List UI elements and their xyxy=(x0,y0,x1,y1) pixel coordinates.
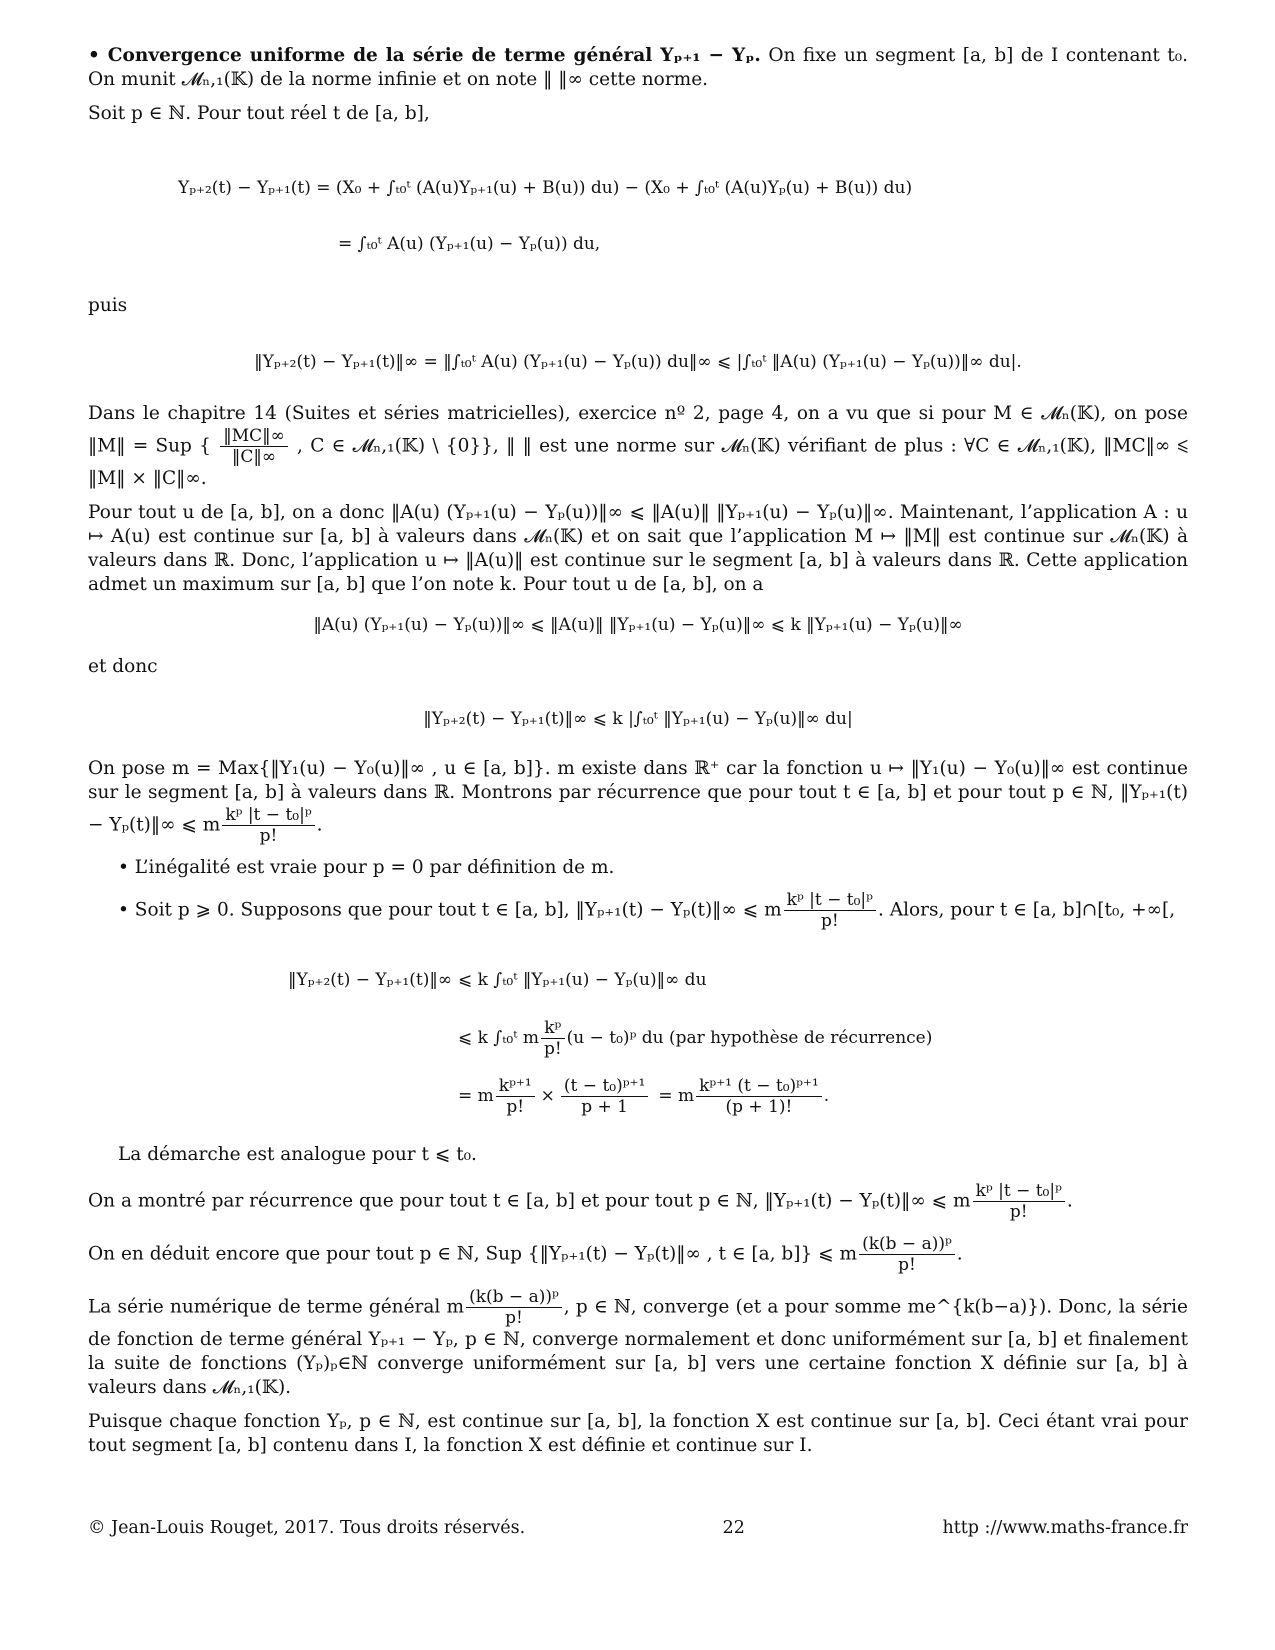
onpose-fraction-numerator: kᵖ |t − t₀|ᵖ xyxy=(222,805,314,826)
serie-text-1: La série numérique de terme général m xyxy=(88,1296,465,1318)
equation-5-fraction-1-numerator: kᵖ xyxy=(541,1018,565,1039)
equation-5-rhs-2b: (u − t₀)ᵖ du (par hypothèse de récurrence) xyxy=(566,1028,933,1048)
serie-text-2: , p ∈ ℕ, converge (et a pour somme me^{k(b−a)}). Donc, la série de fonction de terme général Yₚ₊₁ − Yₚ, p ∈ ℕ, converge normalement et donc uniformément sur [a, b] et finalement la suite de fonctions (Yₚ)ₚ∈ℕ converge uniformément sur [a, b] vers une certaine fonction X définie sur [a, b] à valeurs dans 𝓜ₙ,₁(𝕂). xyxy=(88,1296,1188,1398)
montre-end: . xyxy=(1066,1190,1073,1212)
montre-fraction xyxy=(973,1181,1065,1222)
equation-5-fraction-1 xyxy=(541,1018,565,1059)
puisque-paragraph: Puisque chaque fonction Yₚ, p ∈ ℕ, est continue sur [a, b], la fonction X est continue sur [a, b]. Ceci étant vrai pour tout segment [a, b] contenu dans I, la fonction X est définie et continue sur I. xyxy=(88,1411,1188,1456)
equation-4: ‖Yₚ₊₂(t) − Yₚ₊₁(t)‖∞ ⩽ k |∫ₜ₀ᵗ ‖Yₚ₊₁(u) − Yₚ(u)‖∞ du| xyxy=(423,709,853,729)
onpose-fraction xyxy=(222,805,314,846)
equation-5-fraction-3-numerator: (t − t₀)ᵖ⁺¹ xyxy=(561,1076,648,1097)
equation-2: ‖Yₚ₊₂(t) − Yₚ₊₁(t)‖∞ = ‖∫ₜ₀ᵗ A(u) (Yₚ₊₁(u) − Yₚ(u)) du‖∞ ⩽ |∫ₜ₀ᵗ ‖A(u) (Yₚ₊₁(u) − Yₚ(u))‖∞ du|. xyxy=(254,352,1022,372)
footer-url[interactable]: http ://www.maths-france.fr xyxy=(942,1518,1188,1538)
norm-fraction-denominator: ‖C‖∞ xyxy=(231,447,277,467)
deduit-fraction xyxy=(859,1234,955,1275)
footer-copyright: © Jean-Louis Rouget, 2017. Tous droits réservés. xyxy=(88,1518,526,1538)
section-heading: • Convergence uniforme de la série de terme général Yₚ₊₁ − Yₚ. xyxy=(88,45,761,66)
montre-paragraph xyxy=(88,1181,1188,1222)
equation-5-row-3 xyxy=(198,1067,1188,1125)
equation-5-equals: = m xyxy=(658,1086,695,1106)
serie-fraction-numerator: (k(b − a))ᵖ xyxy=(466,1287,562,1308)
bullet-2-fraction-denominator: p! xyxy=(820,911,839,931)
norm-fraction-numerator: ‖MC‖∞ xyxy=(220,426,288,447)
bullet-2-end: . Alors, pour t ∈ [a, b]∩[t₀, +∞[, xyxy=(877,899,1176,921)
pourtout-paragraph: Pour tout u de [a, b], on a donc ‖A(u) (Yₚ₊₁(u) − Yₚ(u))‖∞ ⩽ ‖A(u)‖ ‖Yₚ₊₁(u) − Yₚ(u)‖∞. Maintenant, l’application A : u ↦ A(u) est continue sur [a, b] à valeurs dans 𝓜ₙ(𝕂) et on sait que l’application M ↦ ‖M‖ est continue sur 𝓜ₙ(𝕂) à valeurs dans ℝ. Donc, l’application u ↦ ‖A(u)‖ est continue sur le segment [a, b] à valeurs dans ℝ. Cette application admet un maximum sur [a, b] que l’on note k. Pour tout u de [a, b], on a xyxy=(88,502,1188,595)
bullet-2-text: • Soit p ⩾ 0. Supposons que pour tout t ∈ [a, b], ‖Yₚ₊₁(t) − Yₚ(t)‖∞ ⩽ m xyxy=(118,899,782,921)
chapitre-text-1: Dans le chapitre 14 (Suites et séries matricielles), exercice nº 2, page 4, on a vu que si pour M ∈ 𝓜ₙ(𝕂), on pose ‖M‖ = Sup { xyxy=(88,403,1188,457)
equation-1-line-1: Yₚ₊₂(t) − Yₚ₊₁(t) = (X₀ + ∫ₜ₀ᵗ (A(u)Yₚ₊₁(u) + B(u)) du) − (X₀ + ∫ₜ₀ᵗ (A(u)Yₚ(u) + B(u)) du) xyxy=(178,178,913,198)
montre-fraction-numerator: kᵖ |t − t₀|ᵖ xyxy=(973,1181,1065,1202)
montre-text: On a montré par récurrence que pour tout t ∈ [a, b] et pour tout p ∈ ℕ, ‖Yₚ₊₁(t) − Yₚ(t)‖∞ ⩽ m xyxy=(88,1190,971,1212)
onpose-fraction-denominator: p! xyxy=(259,826,278,846)
serie-fraction-denominator: p! xyxy=(505,1308,523,1328)
norm-fraction xyxy=(220,426,288,467)
montre-fraction-denominator: p! xyxy=(1009,1202,1028,1222)
equation-5-fraction-2-denominator: p! xyxy=(506,1096,525,1117)
equation-5-rhs-3a: = m xyxy=(458,1086,494,1106)
equation-5-lhs: ‖Yₚ₊₂(t) − Yₚ₊₁(t)‖∞ xyxy=(287,970,452,990)
equation-1-line-2: = ∫ₜ₀ᵗ A(u) (Yₚ₊₁(u) − Yₚ(u)) du, xyxy=(338,234,601,254)
footer-page-number: 22 xyxy=(722,1518,745,1538)
bullet-2 xyxy=(118,890,1188,931)
equation-5-fraction-4-numerator: kᵖ⁺¹ (t − t₀)ᵖ⁺¹ xyxy=(696,1076,822,1097)
document-body xyxy=(88,44,1188,1468)
deduit-fraction-denominator: p! xyxy=(898,1255,916,1275)
equation-5-end: . xyxy=(823,1086,830,1106)
equation-5-rhs-2a: ⩽ k ∫ₜ₀ᵗ m xyxy=(458,1028,539,1048)
bullet-2-fraction-numerator: kᵖ |t − t₀|ᵖ xyxy=(784,890,876,911)
serie-paragraph xyxy=(88,1287,1188,1400)
chapitre-paragraph xyxy=(88,402,1188,491)
equation-5-times: × xyxy=(540,1086,555,1106)
etdonc-text: et donc xyxy=(88,656,158,677)
demarche-text: La démarche est analogue pour t ⩽ t₀. xyxy=(118,1144,477,1165)
onpose-text: On pose m = Max{‖Y₁(u) − Y₀(u)‖∞ , u ∈ [a, b]}. m existe dans ℝ⁺ car la fonction u ↦ ‖Y₁(u) − Y₀(u)‖∞ est continue sur le segment [a, b] à valeurs dans ℝ. Montrons par récurrence que pour tout t ∈ [a, b] et pour tout p ∈ ℕ, ‖Yₚ₊₁(t) − Yₚ(t)‖∞ ⩽ m xyxy=(88,758,1188,836)
bullet-1: • L’inégalité est vraie pour p = 0 par définition de m. xyxy=(118,857,615,878)
equation-5 xyxy=(198,951,1188,1125)
equation-5-fraction-2-numerator: kᵖ⁺¹ xyxy=(496,1076,535,1097)
equation-5-fraction-4 xyxy=(696,1076,822,1117)
bullet-2-fraction xyxy=(784,890,876,931)
deduit-text: On en déduit encore que pour tout p ∈ ℕ, Sup {‖Yₚ₊₁(t) − Yₚ(t)‖∞ , t ∈ [a, b]} ⩽ m xyxy=(88,1243,858,1265)
deduit-paragraph xyxy=(88,1234,1188,1275)
equation-5-row-2 xyxy=(198,1009,1188,1067)
puis-text: puis xyxy=(88,295,128,316)
equation-5-fraction-3 xyxy=(561,1076,648,1117)
deduit-fraction-numerator: (k(b − a))ᵖ xyxy=(859,1234,955,1255)
equation-5-rhs-1: ⩽ k ∫ₜ₀ᵗ ‖Yₚ₊₁(u) − Yₚ(u)‖∞ du xyxy=(458,970,707,990)
section-intro-text: On fixe un segment [a, b] de I contenant t₀. On munit 𝓜ₙ,₁(𝕂) de la norme infinie et on note ‖ ‖∞ cette norme. xyxy=(88,45,1188,90)
chapitre-text-2: , C ∈ 𝓜ₙ,₁(𝕂) \ {0}}, ‖ ‖ est une norme sur 𝓜ₙ(𝕂) vérifiant de plus : ∀C ∈ 𝓜ₙ,₁(𝕂), ‖MC‖∞ ⩽ ‖M‖ × ‖C‖∞. xyxy=(88,435,1188,489)
equation-5-fraction-1-denominator: p! xyxy=(543,1038,562,1059)
equation-5-fraction-4-denominator: (p + 1)! xyxy=(725,1096,793,1117)
page-footer xyxy=(88,1518,1188,1538)
onpose-paragraph xyxy=(88,757,1188,846)
equation-5-fraction-3-denominator: p + 1 xyxy=(581,1096,628,1117)
equation-3: ‖A(u) (Yₚ₊₁(u) − Yₚ(u))‖∞ ⩽ ‖A(u)‖ ‖Yₚ₊₁(u) − Yₚ(u)‖∞ ⩽ k ‖Yₚ₊₁(u) − Yₚ(u)‖∞ xyxy=(313,615,963,635)
equation-1 xyxy=(178,160,1188,272)
onpose-end: . xyxy=(316,814,323,836)
equation-5-fraction-2 xyxy=(496,1076,535,1117)
serie-fraction xyxy=(466,1287,562,1328)
soit-paragraph: Soit p ∈ ℕ. Pour tout réel t de [a, b], xyxy=(88,103,430,124)
equation-5-row-1 xyxy=(198,951,1188,1009)
section-intro xyxy=(88,44,1188,92)
deduit-end: . xyxy=(956,1243,963,1265)
